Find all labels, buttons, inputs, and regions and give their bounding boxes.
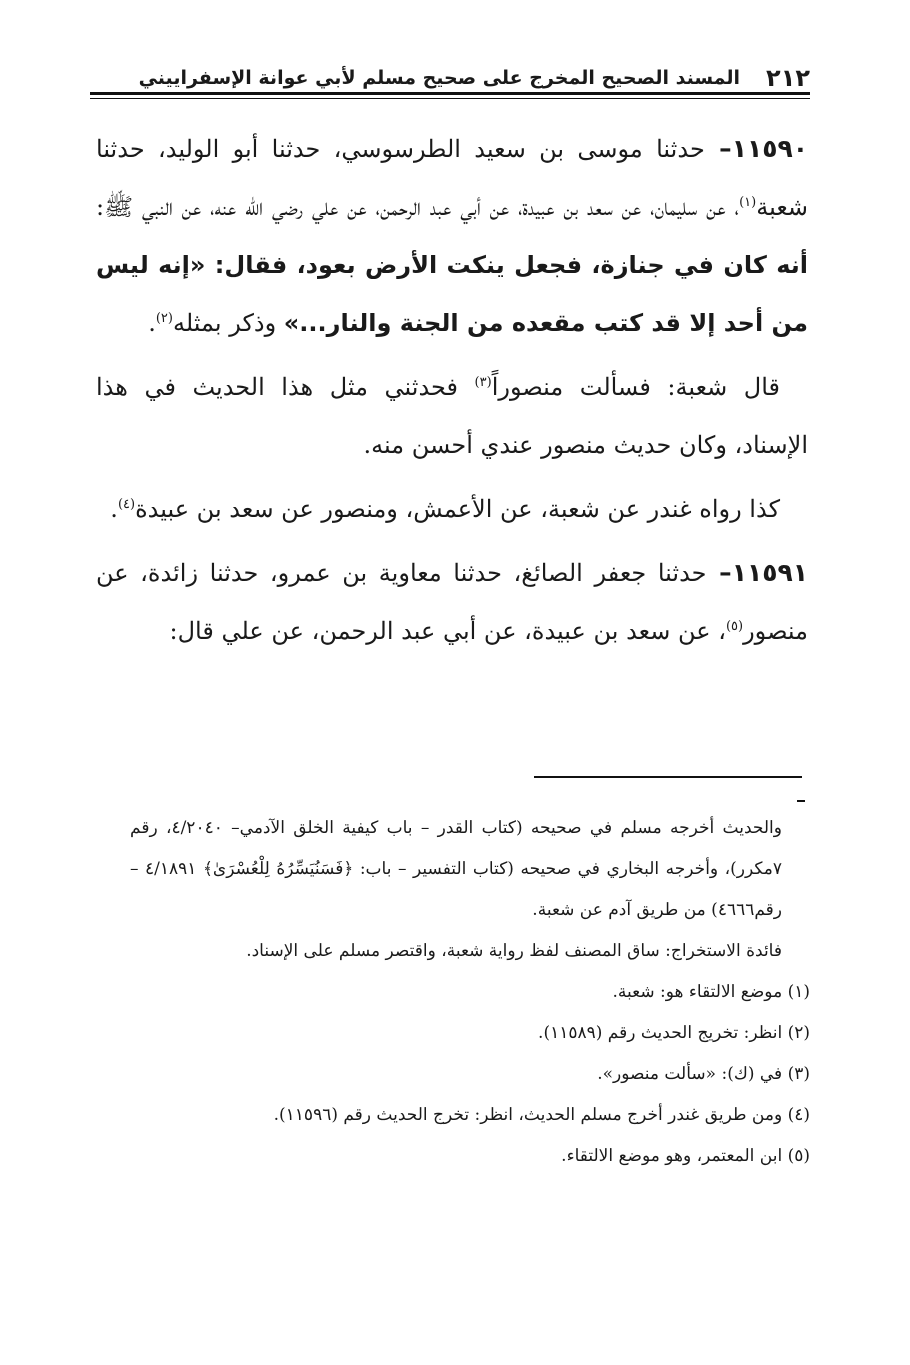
footnote-item: (١) موضع الالتقاء هو: شعبة. xyxy=(612,982,810,1002)
hadith-matn-bold: أنه كان في جنازة، فجعل ينكت الأرض بعود، فقال: xyxy=(205,251,808,279)
footnote-ref: (٤) xyxy=(117,497,136,512)
paragraph-shuba xyxy=(96,358,808,474)
footnote-ref: (٥) xyxy=(725,619,744,634)
footnote-item: (٣) في (ك): «سألت منصور». xyxy=(597,1064,810,1084)
header-rule-thin xyxy=(90,98,810,99)
hadith-dash: – xyxy=(704,134,732,163)
footnotes xyxy=(130,808,810,1177)
hadith-end: . xyxy=(148,309,156,337)
paragraph-text: كذا رواه غندر عن شعبة، عن الأعمش، ومنصور عن سعد بن عبيدة xyxy=(135,495,780,523)
footnote-continuation: والحديث أخرجه مسلم في صحيحه (كتاب القدر – باب كيفية الخلق الآدمي– ٤/٢٠٤٠، رقم ٧مكرر)، وأخرجه البخاري في صحيحه (كتاب التفسير – باب: ﴿فَسَنُيَسِّرُهُ لِلْعُسْرَىٰ﴾ ٤/١٨٩١ – رقم٤٦٦٦) من طريق آدم عن شعبة. xyxy=(130,818,782,920)
hadith-11590 xyxy=(96,120,808,352)
hadith-dash: – xyxy=(706,558,732,587)
hadith-11591 xyxy=(96,544,808,660)
hadith-text: حدثنا جعفر الصائغ، حدثنا معاوية بن عمرو، حدثنا زائدة، عن منصور xyxy=(96,559,808,645)
running-title: المسند الصحيح المخرج على صحيح مسلم لأبي عوانة الإسفراييني xyxy=(138,67,741,89)
hadith-quote: «إنه ليس من أحد إلا قد كتب مقعده من الجنة والنار...» xyxy=(96,251,808,337)
footnote-ref: (٣) xyxy=(474,375,492,390)
hadith-number: ١١٥٩١ xyxy=(731,558,808,587)
header-rule-thick xyxy=(90,92,810,95)
hadith-text: وذكر بمثله xyxy=(172,309,284,337)
paragraph-text: فحدثني مثل هذا الحديث في هذا الإسناد، وكان حديث منصور عندي أحسن منه. xyxy=(96,373,808,459)
hadith-text: ، عن سعد بن عبيدة، عن أبي عبد الرحمن، عن علي قال: xyxy=(169,617,726,645)
footnote-ref: (٢) xyxy=(155,311,173,326)
footnote-continuation-mark xyxy=(797,800,805,802)
hadith-text: حدثنا موسى بن سعيد الطرسوسي، حدثنا أبو الوليد، حدثنا شعبة xyxy=(96,135,808,221)
footnote-item: (٤) ومن طريق غندر أخرج مسلم الحديث، انظر: تخرج الحديث رقم (١١٥٩٦). xyxy=(273,1105,810,1125)
footnote-ref: (١) xyxy=(739,195,757,210)
paragraph-text: قال شعبة: فسألت منصوراً xyxy=(491,373,781,401)
hadith-number: ١١٥٩٠ xyxy=(731,134,808,163)
footnote-separator xyxy=(534,776,802,778)
hadith-text: ، عن سليمان، عن سعد بن عبيدة، عن أبي عبد الرحمن، عن علي رضي الله عنه، عن النبي ﷺ: xyxy=(96,193,740,221)
paragraph-ghundar xyxy=(96,480,808,538)
page-header xyxy=(90,52,810,92)
footnote-item: (٥) ابن المعتمر، وهو موضع الالتقاء. xyxy=(561,1146,810,1166)
paragraph-end: . xyxy=(110,495,118,523)
page-number: ٢١٢ xyxy=(766,64,810,92)
main-text xyxy=(96,120,808,666)
footnote-item: (٢) انظر: تخريج الحديث رقم (١١٥٨٩). xyxy=(538,1023,810,1043)
footnote-extraction-benefit: فائدة الاستخراج: ساق المصنف لفظ رواية شعبة، واقتصر مسلم على الإسناد. xyxy=(246,941,782,961)
